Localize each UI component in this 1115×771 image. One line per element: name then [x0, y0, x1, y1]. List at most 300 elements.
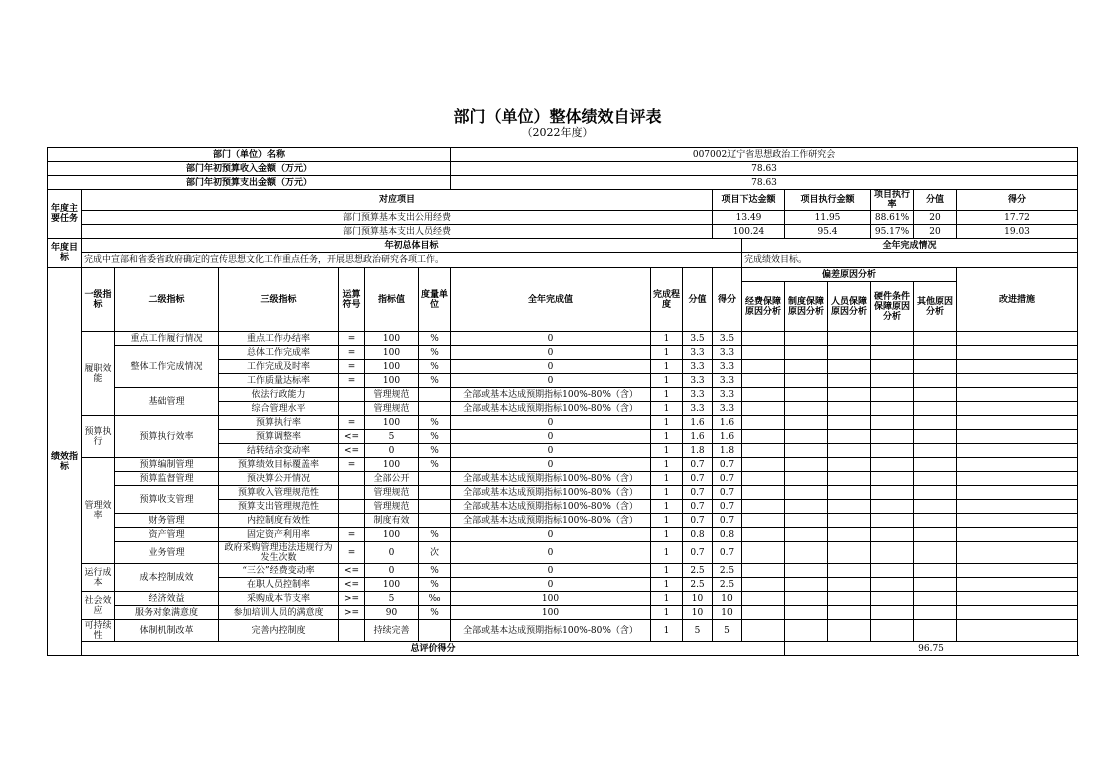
score: 0.7 — [683, 486, 713, 500]
actual-value: 0 — [451, 346, 651, 360]
score: 1.6 — [683, 430, 713, 444]
operator — [339, 486, 365, 500]
measures-cell — [957, 606, 1078, 620]
deviation-cell — [914, 402, 957, 416]
score: 0.7 — [683, 500, 713, 514]
got-score: 3.3 — [713, 346, 742, 360]
deviation-cell — [742, 346, 785, 360]
measures-cell — [957, 416, 1078, 430]
unit: % — [419, 578, 451, 592]
deviation-cell — [828, 578, 871, 592]
column-header: 年初总体目标 — [82, 239, 742, 253]
level2-indicator: 预算监督管理 — [115, 472, 219, 486]
level3-indicator: 采购成本节支率 — [219, 592, 339, 606]
deviation-cell — [828, 416, 871, 430]
operator — [339, 472, 365, 486]
unit: % — [419, 360, 451, 374]
actual-value: 全部或基本达成预期指标100%-80%（含） — [451, 472, 651, 486]
deviation-cell — [871, 620, 914, 642]
column-header: 得分 — [713, 268, 742, 332]
measures-cell — [957, 346, 1078, 360]
deviation-cell — [871, 374, 914, 388]
got-score: 0.7 — [713, 500, 742, 514]
operator: <= — [339, 430, 365, 444]
operator: <= — [339, 444, 365, 458]
score: 5 — [683, 620, 713, 642]
score: 0.8 — [683, 528, 713, 542]
column-header: 其他原因分析 — [914, 282, 957, 332]
actual-value: 0 — [451, 332, 651, 346]
score: 0.7 — [683, 514, 713, 528]
completion-degree: 1 — [651, 620, 683, 642]
column-header: 全年完成情况 — [742, 239, 1078, 253]
score: 2.5 — [683, 578, 713, 592]
column-header: 得分 — [957, 190, 1078, 211]
task-executed: 95.4 — [785, 225, 871, 239]
deviation-cell — [828, 564, 871, 578]
operator — [339, 500, 365, 514]
deviation-cell — [785, 472, 828, 486]
table-row — [48, 642, 1078, 656]
measures-cell — [957, 528, 1078, 542]
table-row — [48, 458, 1078, 472]
table-row — [48, 486, 1078, 500]
level3-indicator: 预算调整率 — [219, 430, 339, 444]
measures-cell — [957, 360, 1078, 374]
deviation-cell — [828, 374, 871, 388]
completion-degree: 1 — [651, 346, 683, 360]
deviation-cell — [871, 542, 914, 564]
score: 3.3 — [683, 346, 713, 360]
deviation-cell — [914, 360, 957, 374]
completion-degree: 1 — [651, 374, 683, 388]
measures-cell — [957, 444, 1078, 458]
level3-indicator: 依法行政能力 — [219, 388, 339, 402]
level1-indicator: 可持续性 — [82, 620, 115, 642]
table-row — [48, 620, 1078, 642]
unit — [419, 514, 451, 528]
deviation-cell — [828, 346, 871, 360]
deviation-cell — [785, 374, 828, 388]
task-score: 20 — [914, 225, 957, 239]
level3-indicator: 固定资产利用率 — [219, 528, 339, 542]
target-value: 100 — [365, 578, 419, 592]
unit — [419, 472, 451, 486]
target-value: 90 — [365, 606, 419, 620]
completion-degree: 1 — [651, 360, 683, 374]
target-value: 5 — [365, 592, 419, 606]
deviation-cell — [914, 458, 957, 472]
deviation-cell — [871, 578, 914, 592]
measures-cell — [957, 472, 1078, 486]
got-score: 5 — [713, 620, 742, 642]
deviation-cell — [871, 444, 914, 458]
completion-degree: 1 — [651, 416, 683, 430]
deviation-cell — [828, 332, 871, 346]
level3-indicator: 综合管理水平 — [219, 402, 339, 416]
got-score: 2.5 — [713, 564, 742, 578]
target-value: 100 — [365, 360, 419, 374]
score: 3.3 — [683, 388, 713, 402]
score: 10 — [683, 592, 713, 606]
actual-value: 0 — [451, 430, 651, 444]
level2-indicator: 成本控制成效 — [115, 564, 219, 592]
completion-degree: 1 — [651, 332, 683, 346]
deviation-cell — [742, 430, 785, 444]
deviation-cell — [871, 430, 914, 444]
actual-value: 100 — [451, 606, 651, 620]
level2-indicator: 重点工作履行情况 — [115, 332, 219, 346]
info-label: 部门（单位）名称 — [48, 148, 451, 162]
level3-indicator: 工作完成及时率 — [219, 360, 339, 374]
level2-indicator: 基础管理 — [115, 388, 219, 416]
deviation-cell — [785, 606, 828, 620]
target-value: 全部公开 — [365, 472, 419, 486]
column-header: 项目下达金额 — [713, 190, 785, 211]
deviation-cell — [828, 430, 871, 444]
table-row — [48, 528, 1078, 542]
score: 3.3 — [683, 360, 713, 374]
level2-indicator: 财务管理 — [115, 514, 219, 528]
task-got: 19.03 — [957, 225, 1078, 239]
deviation-cell — [871, 458, 914, 472]
operator: <= — [339, 564, 365, 578]
table-row — [48, 225, 1078, 239]
level2-indicator: 预算收支管理 — [115, 486, 219, 514]
target-value: 100 — [365, 528, 419, 542]
level3-indicator: 预算收入管理规范性 — [219, 486, 339, 500]
info-label: 部门年初预算收入金额（万元） — [48, 162, 451, 176]
table-row — [48, 472, 1078, 486]
level3-indicator: 预算支出管理规范性 — [219, 500, 339, 514]
deviation-cell — [828, 388, 871, 402]
deviation-cell — [785, 416, 828, 430]
deviation-cell — [871, 514, 914, 528]
level3-indicator: 在职人员控制率 — [219, 578, 339, 592]
level3-indicator: 预算执行率 — [219, 416, 339, 430]
table-row — [48, 239, 1078, 253]
table-row — [48, 388, 1078, 402]
got-score: 10 — [713, 592, 742, 606]
level2-indicator: 整体工作完成情况 — [115, 346, 219, 388]
deviation-cell — [742, 592, 785, 606]
completion-degree: 1 — [651, 472, 683, 486]
task-executed: 11.95 — [785, 211, 871, 225]
table-row — [48, 190, 1078, 211]
deviation-cell — [871, 346, 914, 360]
deviation-cell — [785, 332, 828, 346]
measures-cell — [957, 486, 1078, 500]
got-score: 3.3 — [713, 360, 742, 374]
level3-indicator: 总体工作完成率 — [219, 346, 339, 360]
completion-degree: 1 — [651, 592, 683, 606]
level2-indicator: 体制机制改革 — [115, 620, 219, 642]
column-header: 运算符号 — [339, 268, 365, 332]
deviation-cell — [785, 388, 828, 402]
table-row — [48, 606, 1078, 620]
operator: = — [339, 416, 365, 430]
deviation-cell — [871, 486, 914, 500]
actual-value: 0 — [451, 444, 651, 458]
deviation-cell — [785, 620, 828, 642]
deviation-cell — [785, 402, 828, 416]
target-value: 100 — [365, 458, 419, 472]
score: 10 — [683, 606, 713, 620]
task-rate: 95.17% — [871, 225, 914, 239]
level2-indicator: 预算执行效率 — [115, 416, 219, 458]
deviation-cell — [871, 592, 914, 606]
deviation-cell — [742, 542, 785, 564]
actual-value: 全部或基本达成预期指标100%-80%（含） — [451, 388, 651, 402]
deviation-cell — [914, 388, 957, 402]
completion-degree: 1 — [651, 402, 683, 416]
unit: 次 — [419, 542, 451, 564]
info-value: 78.63 — [451, 162, 1078, 176]
unit — [419, 402, 451, 416]
deviation-cell — [914, 620, 957, 642]
column-header: 对应项目 — [82, 190, 713, 211]
operator: >= — [339, 592, 365, 606]
deviation-cell — [742, 564, 785, 578]
column-header: 硬件条件保障原因分析 — [871, 282, 914, 332]
deviation-cell — [785, 514, 828, 528]
task-name: 部门预算基本支出人员经费 — [82, 225, 713, 239]
completion-degree: 1 — [651, 578, 683, 592]
deviation-cell — [742, 360, 785, 374]
target-value: 管理规范 — [365, 402, 419, 416]
level2-indicator: 业务管理 — [115, 542, 219, 564]
unit: % — [419, 346, 451, 360]
target-value: 100 — [365, 332, 419, 346]
got-score: 0.7 — [713, 542, 742, 564]
deviation-cell — [914, 416, 957, 430]
completion-text: 完成绩效目标。 — [742, 253, 1078, 268]
column-header: 分值 — [914, 190, 957, 211]
deviation-cell — [742, 374, 785, 388]
actual-value: 0 — [451, 528, 651, 542]
deviation-cell — [742, 620, 785, 642]
column-header: 分值 — [683, 268, 713, 332]
deviation-cell — [828, 360, 871, 374]
deviation-cell — [742, 472, 785, 486]
unit — [419, 486, 451, 500]
deviation-cell — [742, 486, 785, 500]
column-header: 三级指标 — [219, 268, 339, 332]
level3-indicator: 内控制度有效性 — [219, 514, 339, 528]
deviation-cell — [785, 564, 828, 578]
operator: >= — [339, 606, 365, 620]
table-row — [48, 332, 1078, 346]
column-header: 项目执行金额 — [785, 190, 871, 211]
column-header: 指标值 — [365, 268, 419, 332]
deviation-cell — [742, 402, 785, 416]
level3-indicator: 预算绩效目标覆盖率 — [219, 458, 339, 472]
annual-goal-label: 年度目标 — [48, 239, 82, 268]
deviation-cell — [871, 500, 914, 514]
column-header: 改进措施 — [957, 268, 1078, 332]
deviation-cell — [871, 564, 914, 578]
table-row — [48, 211, 1078, 225]
measures-cell — [957, 578, 1078, 592]
deviation-cell — [914, 592, 957, 606]
completion-degree: 1 — [651, 486, 683, 500]
completion-degree: 1 — [651, 500, 683, 514]
task-rate: 88.61% — [871, 211, 914, 225]
unit: % — [419, 528, 451, 542]
level1-indicator: 社会效应 — [82, 592, 115, 620]
info-value: 007002辽宁省思想政治工作研究会 — [451, 148, 1078, 162]
actual-value: 全部或基本达成预期指标100%-80%（含） — [451, 486, 651, 500]
completion-degree: 1 — [651, 430, 683, 444]
actual-value: 全部或基本达成预期指标100%-80%（含） — [451, 620, 651, 642]
table-row — [48, 416, 1078, 430]
column-header: 项目执行率 — [871, 190, 914, 211]
deviation-cell — [742, 388, 785, 402]
task-allocated: 13.49 — [713, 211, 785, 225]
level3-indicator: 参加培训人员的满意度 — [219, 606, 339, 620]
operator: <= — [339, 578, 365, 592]
measures-cell — [957, 430, 1078, 444]
deviation-cell — [914, 578, 957, 592]
annual-tasks-label: 年度主要任务 — [48, 190, 82, 239]
info-value: 78.63 — [451, 176, 1078, 190]
deviation-cell — [742, 332, 785, 346]
score: 0.7 — [683, 542, 713, 564]
measures-cell — [957, 332, 1078, 346]
measures-cell — [957, 388, 1078, 402]
deviation-cell — [828, 472, 871, 486]
measures-cell — [957, 620, 1078, 642]
unit: % — [419, 374, 451, 388]
actual-value: 0 — [451, 416, 651, 430]
table-row — [48, 253, 1078, 268]
level2-indicator: 经济效益 — [115, 592, 219, 606]
unit: % — [419, 430, 451, 444]
level1-indicator: 管理效率 — [82, 458, 115, 564]
table-row — [48, 148, 1078, 162]
deviation-cell — [742, 578, 785, 592]
deviation-cell — [871, 360, 914, 374]
deviation-cell — [742, 514, 785, 528]
measures-cell — [957, 402, 1078, 416]
unit: ‰ — [419, 592, 451, 606]
unit: % — [419, 332, 451, 346]
task-score: 20 — [914, 211, 957, 225]
level2-indicator: 预算编制管理 — [115, 458, 219, 472]
task-allocated: 100.24 — [713, 225, 785, 239]
got-score: 0.7 — [713, 486, 742, 500]
got-score: 3.3 — [713, 388, 742, 402]
measures-cell — [957, 458, 1078, 472]
deviation-cell — [914, 514, 957, 528]
actual-value: 0 — [451, 564, 651, 578]
got-score: 0.7 — [713, 458, 742, 472]
level1-indicator: 运行成本 — [82, 564, 115, 592]
unit: % — [419, 416, 451, 430]
table-row — [48, 564, 1078, 578]
actual-value: 0 — [451, 578, 651, 592]
unit: % — [419, 564, 451, 578]
target-value: 管理规范 — [365, 500, 419, 514]
total-value: 96.75 — [785, 642, 1078, 656]
completion-degree: 1 — [651, 388, 683, 402]
deviation-cell — [914, 542, 957, 564]
deviation-cell — [785, 346, 828, 360]
level1-indicator: 预算执行 — [82, 416, 115, 458]
deviation-cell — [828, 528, 871, 542]
column-header: 偏差原因分析 — [742, 268, 957, 282]
deviation-cell — [914, 528, 957, 542]
deviation-cell — [914, 606, 957, 620]
table-row — [48, 268, 1078, 282]
deviation-cell — [828, 606, 871, 620]
actual-value: 100 — [451, 592, 651, 606]
completion-degree: 1 — [651, 444, 683, 458]
unit — [419, 620, 451, 642]
got-score: 10 — [713, 606, 742, 620]
score: 3.5 — [683, 332, 713, 346]
score: 3.3 — [683, 374, 713, 388]
target-value: 0 — [365, 564, 419, 578]
deviation-cell — [828, 486, 871, 500]
operator — [339, 514, 365, 528]
deviation-cell — [871, 332, 914, 346]
unit — [419, 500, 451, 514]
task-name: 部门预算基本支出公用经费 — [82, 211, 713, 225]
table-row — [48, 592, 1078, 606]
score: 3.3 — [683, 402, 713, 416]
column-header: 经费保障原因分析 — [742, 282, 785, 332]
deviation-cell — [871, 388, 914, 402]
operator: = — [339, 542, 365, 564]
deviation-cell — [914, 486, 957, 500]
deviation-cell — [914, 500, 957, 514]
score: 1.6 — [683, 416, 713, 430]
got-score: 2.5 — [713, 578, 742, 592]
actual-value: 全部或基本达成预期指标100%-80%（含） — [451, 402, 651, 416]
completion-degree: 1 — [651, 564, 683, 578]
deviation-cell — [785, 430, 828, 444]
deviation-cell — [785, 542, 828, 564]
got-score: 3.3 — [713, 402, 742, 416]
column-header: 全年完成值 — [451, 268, 651, 332]
completion-degree: 1 — [651, 606, 683, 620]
deviation-cell — [828, 458, 871, 472]
deviation-cell — [914, 472, 957, 486]
got-score: 0.8 — [713, 528, 742, 542]
deviation-cell — [742, 458, 785, 472]
operator: = — [339, 374, 365, 388]
deviation-cell — [871, 606, 914, 620]
column-header: 一级指标 — [82, 268, 115, 332]
table-row — [48, 542, 1078, 564]
deviation-cell — [828, 514, 871, 528]
column-header: 度量单位 — [419, 268, 451, 332]
target-value: 0 — [365, 444, 419, 458]
deviation-cell — [742, 500, 785, 514]
deviation-cell — [785, 528, 828, 542]
table-row — [48, 346, 1078, 360]
column-header: 制度保障原因分析 — [785, 282, 828, 332]
page-title: 部门（单位）整体绩效自评表 — [453, 107, 662, 126]
got-score: 3.3 — [713, 374, 742, 388]
deviation-cell — [914, 346, 957, 360]
operator — [339, 620, 365, 642]
unit — [419, 388, 451, 402]
operator — [339, 402, 365, 416]
target-value: 100 — [365, 346, 419, 360]
got-score: 3.5 — [713, 332, 742, 346]
